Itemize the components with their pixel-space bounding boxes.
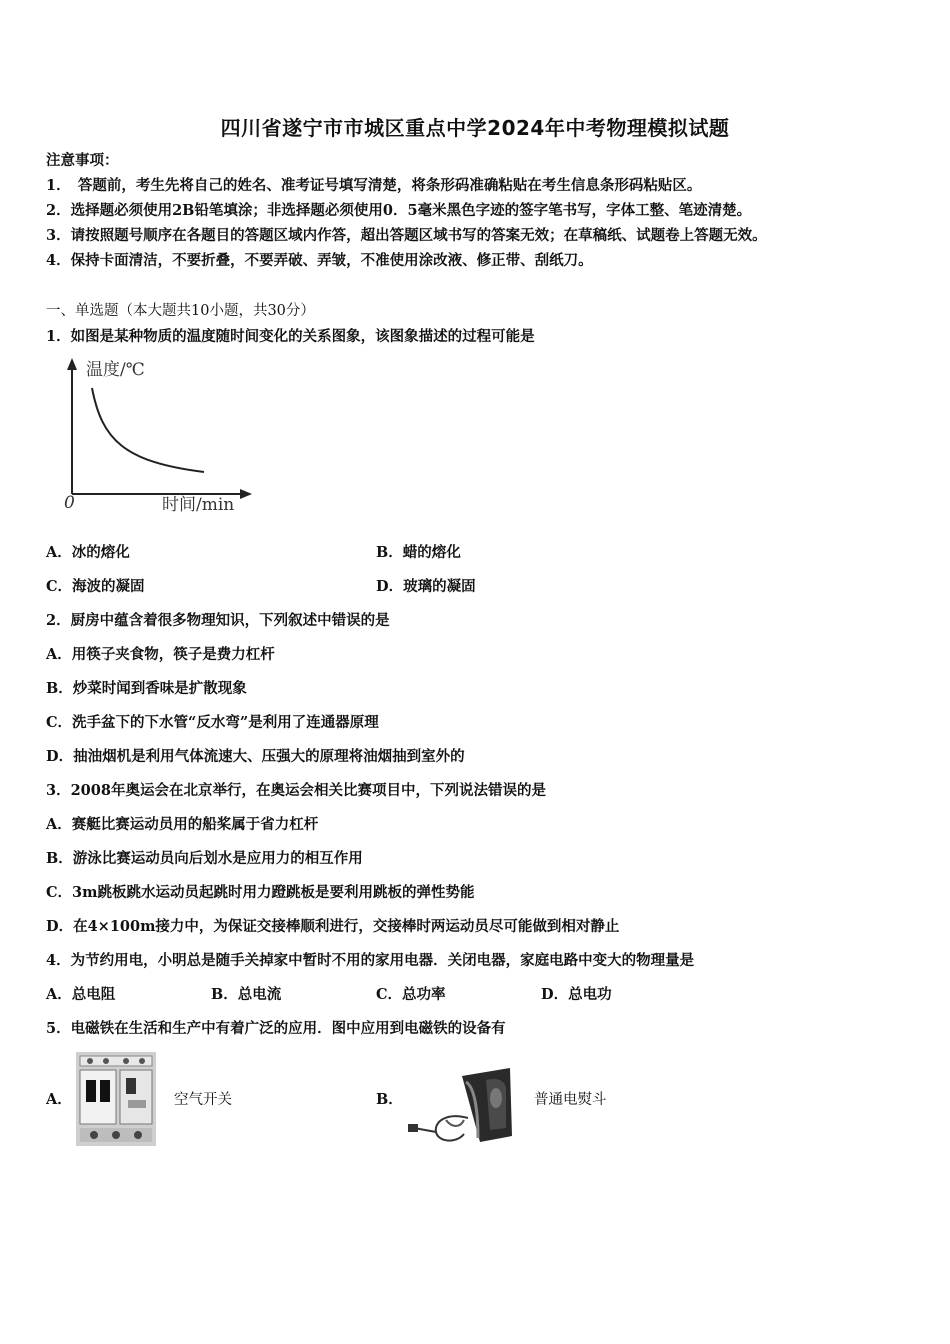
section-heading: 一、单选题（本大题共10小题，共30分） bbox=[46, 303, 315, 319]
air-switch-icon bbox=[76, 1052, 156, 1146]
q3-option-a: A．赛艇比赛运动员用的船桨属于省力杠杆 bbox=[46, 816, 319, 833]
q4-option-c: C．总功率 bbox=[376, 986, 446, 1003]
notice-item: 3．请按照题号顺序在各题目的答题区域内作答，超出答题区域书写的答案无效；在草稿纸、试题卷上答题无效。 bbox=[46, 227, 767, 244]
graph-svg bbox=[44, 350, 264, 520]
q2-option-a: A．用筷子夹食物，筷子是费力杠杆 bbox=[46, 646, 275, 663]
q1-option-b: B．蜡的熔化 bbox=[376, 544, 461, 561]
q2-option-d: D．抽油烟机是利用气体流速大、压强大的原理将油烟抽到室外的 bbox=[46, 748, 465, 765]
q5-option-a-label: 空气开关 bbox=[174, 1092, 232, 1108]
x-axis-arrow bbox=[240, 489, 252, 499]
q3-option-d: D．在4×100m接力中，为保证交接棒顺利进行，交接棒时两运动员尽可能做到相对静止 bbox=[46, 918, 620, 935]
q3-option-c: C．3m跳板跳水运动员起跳时用力蹬跳板是要利用跳板的弹性势能 bbox=[46, 884, 475, 901]
q5-option-b-label: 普通电熨斗 bbox=[534, 1092, 607, 1108]
q3-option-b: B．游泳比赛运动员向后划水是应用力的相互作用 bbox=[46, 850, 363, 867]
q4-option-a: A．总电阻 bbox=[46, 986, 116, 1003]
q5-option-b-letter: B． bbox=[376, 1091, 403, 1108]
air-switch-image bbox=[76, 1052, 156, 1146]
notice-item: 1． 答题前，考生先将自己的姓名、准考证号填写清楚，将条形码准确粘贴在考生信息条形码粘贴区。 bbox=[46, 177, 702, 194]
q5-option-a-letter: A． bbox=[46, 1091, 72, 1108]
electric-iron-image bbox=[406, 1058, 518, 1146]
notice-item: 2．选择题必须使用2B铅笔填涂；非选择题必须使用0．5毫米黑色字迹的签字笔书写，字体工整、笔迹清楚。 bbox=[46, 202, 752, 219]
q1-stem: 1．如图是某种物质的温度随时间变化的关系图象，该图象描述的过程可能是 bbox=[46, 328, 535, 345]
q5-stem: 5．电磁铁在生活和生产中有着广泛的应用．图中应用到电磁铁的设备有 bbox=[46, 1020, 506, 1037]
q2-stem: 2．厨房中蕴含着很多物理知识，下列叙述中错误的是 bbox=[46, 612, 390, 629]
page-title: 四川省遂宁市市城区重点中学2024年中考物理模拟试题 bbox=[220, 116, 730, 140]
cooling-curve bbox=[92, 388, 204, 472]
y-axis-arrow bbox=[67, 358, 77, 370]
temperature-time-graph bbox=[44, 350, 264, 520]
origin-label: 0 bbox=[64, 493, 75, 513]
x-axis-label: 时间/min bbox=[162, 495, 235, 515]
notice-item: 4．保持卡面清洁，不要折叠，不要弄破、弄皱，不准使用涂改液、修正带、刮纸刀。 bbox=[46, 252, 593, 269]
q4-stem: 4．为节约用电，小明总是随手关掉家中暂时不用的家用电器．关闭电器，家庭电路中变大的物理量是 bbox=[46, 952, 695, 969]
electric-iron-icon bbox=[406, 1058, 518, 1146]
q2-option-b: B．炒菜时闻到香味是扩散现象 bbox=[46, 680, 247, 697]
q1-option-d: D．玻璃的凝固 bbox=[376, 578, 476, 595]
q1-option-a: A．冰的熔化 bbox=[46, 544, 130, 561]
q2-option-c: C．洗手盆下的下水管“反水弯”是利用了连通器原理 bbox=[46, 714, 379, 731]
q4-option-d: D．总电功 bbox=[541, 986, 612, 1003]
notice-heading: 注意事项： bbox=[46, 152, 119, 169]
q1-option-c: C．海波的凝固 bbox=[46, 578, 145, 595]
y-axis-label: 温度/℃ bbox=[86, 360, 145, 380]
q4-option-b: B．总电流 bbox=[211, 986, 282, 1003]
q3-stem: 3．2008年奥运会在北京举行，在奥运会相关比赛项目中，下列说法错误的是 bbox=[46, 782, 546, 799]
